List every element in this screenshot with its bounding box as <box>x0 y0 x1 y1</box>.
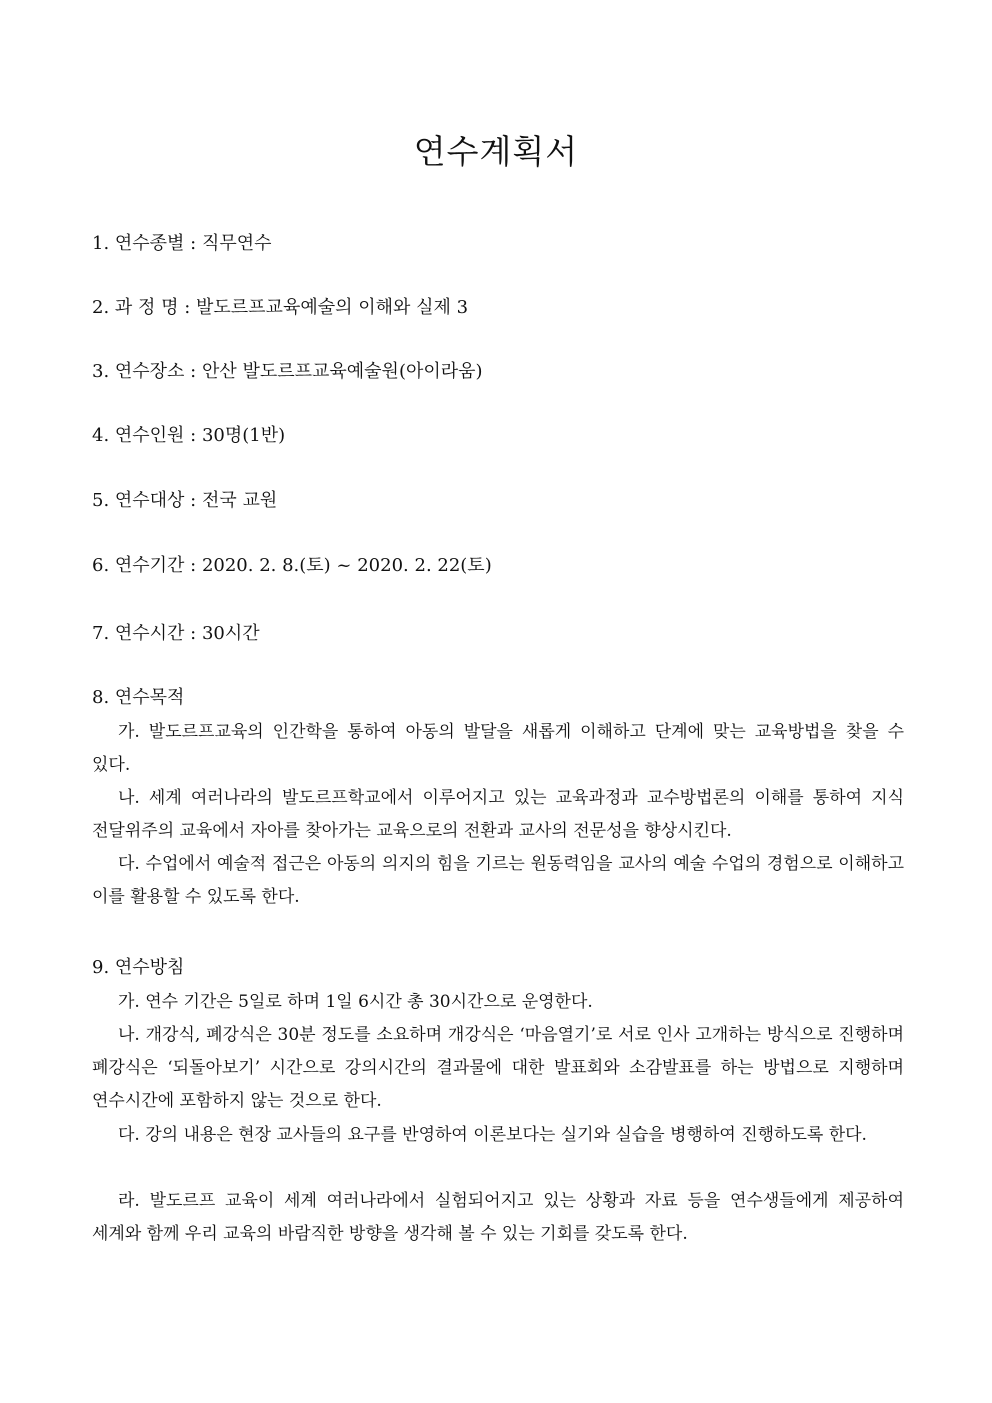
item-training-location: 3. 연수장소 : 안산 발도르프교육예술원(아이라움) <box>92 361 483 382</box>
item-training-type: 1. 연수종별 : 직무연수 <box>92 233 272 254</box>
policy-paragraph-ra: 라. 발도르프 교육이 세계 여러나라에서 실험되어지고 있는 상황과 자료 등을 연수생들에게 제공하여 세계와 함께 우리 교육의 바람직한 방향을 생각해 볼 수 있는 기회를 갖도록 한다. <box>92 1191 904 1244</box>
item-training-period: 6. 연수기간 : 2020. 2. 8.(토) ~ 2020. 2. 22(토) <box>92 555 492 576</box>
purpose-paragraph-da: 다. 수업에서 예술적 접근은 아동의 의지의 힘을 기르는 원동력임을 교사의 예술 수업의 경험으로 이해하고 이를 활용할 수 있도록 한다. <box>92 854 904 907</box>
section-purpose-heading: 8. 연수목적 <box>92 687 185 708</box>
purpose-paragraph-na: 나. 세계 여러나라의 발도르프학교에서 이루어지고 있는 교육과정과 교수방법론의 이해를 통하여 지식 전달위주의 교육에서 자아를 찾아가는 교육으로의 전환과 교사의 전문성을 향상시킨다. <box>92 788 904 841</box>
purpose-paragraph-ga: 가. 발도르프교육의 인간학을 통하여 아동의 발달을 새롭게 이해하고 단계에 맞는 교육방법을 찾을 수 있다. <box>92 722 904 775</box>
item-training-hours: 7. 연수시간 : 30시간 <box>92 623 260 644</box>
item-course-name: 2. 과 정 명 : 발도르프교육예술의 이해와 실제 3 <box>92 297 469 318</box>
item-training-capacity: 4. 연수인원 : 30명(1반) <box>92 425 286 446</box>
document-title: 연수계획서 <box>413 132 579 171</box>
policy-paragraph-ga: 가. 연수 기간은 5일로 하며 1일 6시간 총 30시간으로 운영한다. <box>118 992 593 1012</box>
section-policy-heading: 9. 연수방침 <box>92 957 185 978</box>
item-training-target: 5. 연수대상 : 전국 교원 <box>92 490 278 511</box>
policy-paragraph-da: 다. 강의 내용은 현장 교사들의 요구를 반영하여 이론보다는 실기와 실습을 병행하여 진행하도록 한다. <box>118 1125 867 1145</box>
policy-paragraph-na: 나. 개강식, 폐강식은 30분 정도를 소요하며 개강식은 ‘마음열기’로 서로 인사 고개하는 방식으로 진행하며 폐강식은 ‘되돌아보기’ 시간으로 강의시간의 결과물에 대한 발표회와 소감발표를 하는 방법으로 지행하며 연수시간에 포함하지 않는 것으로 한다. <box>92 1025 904 1111</box>
